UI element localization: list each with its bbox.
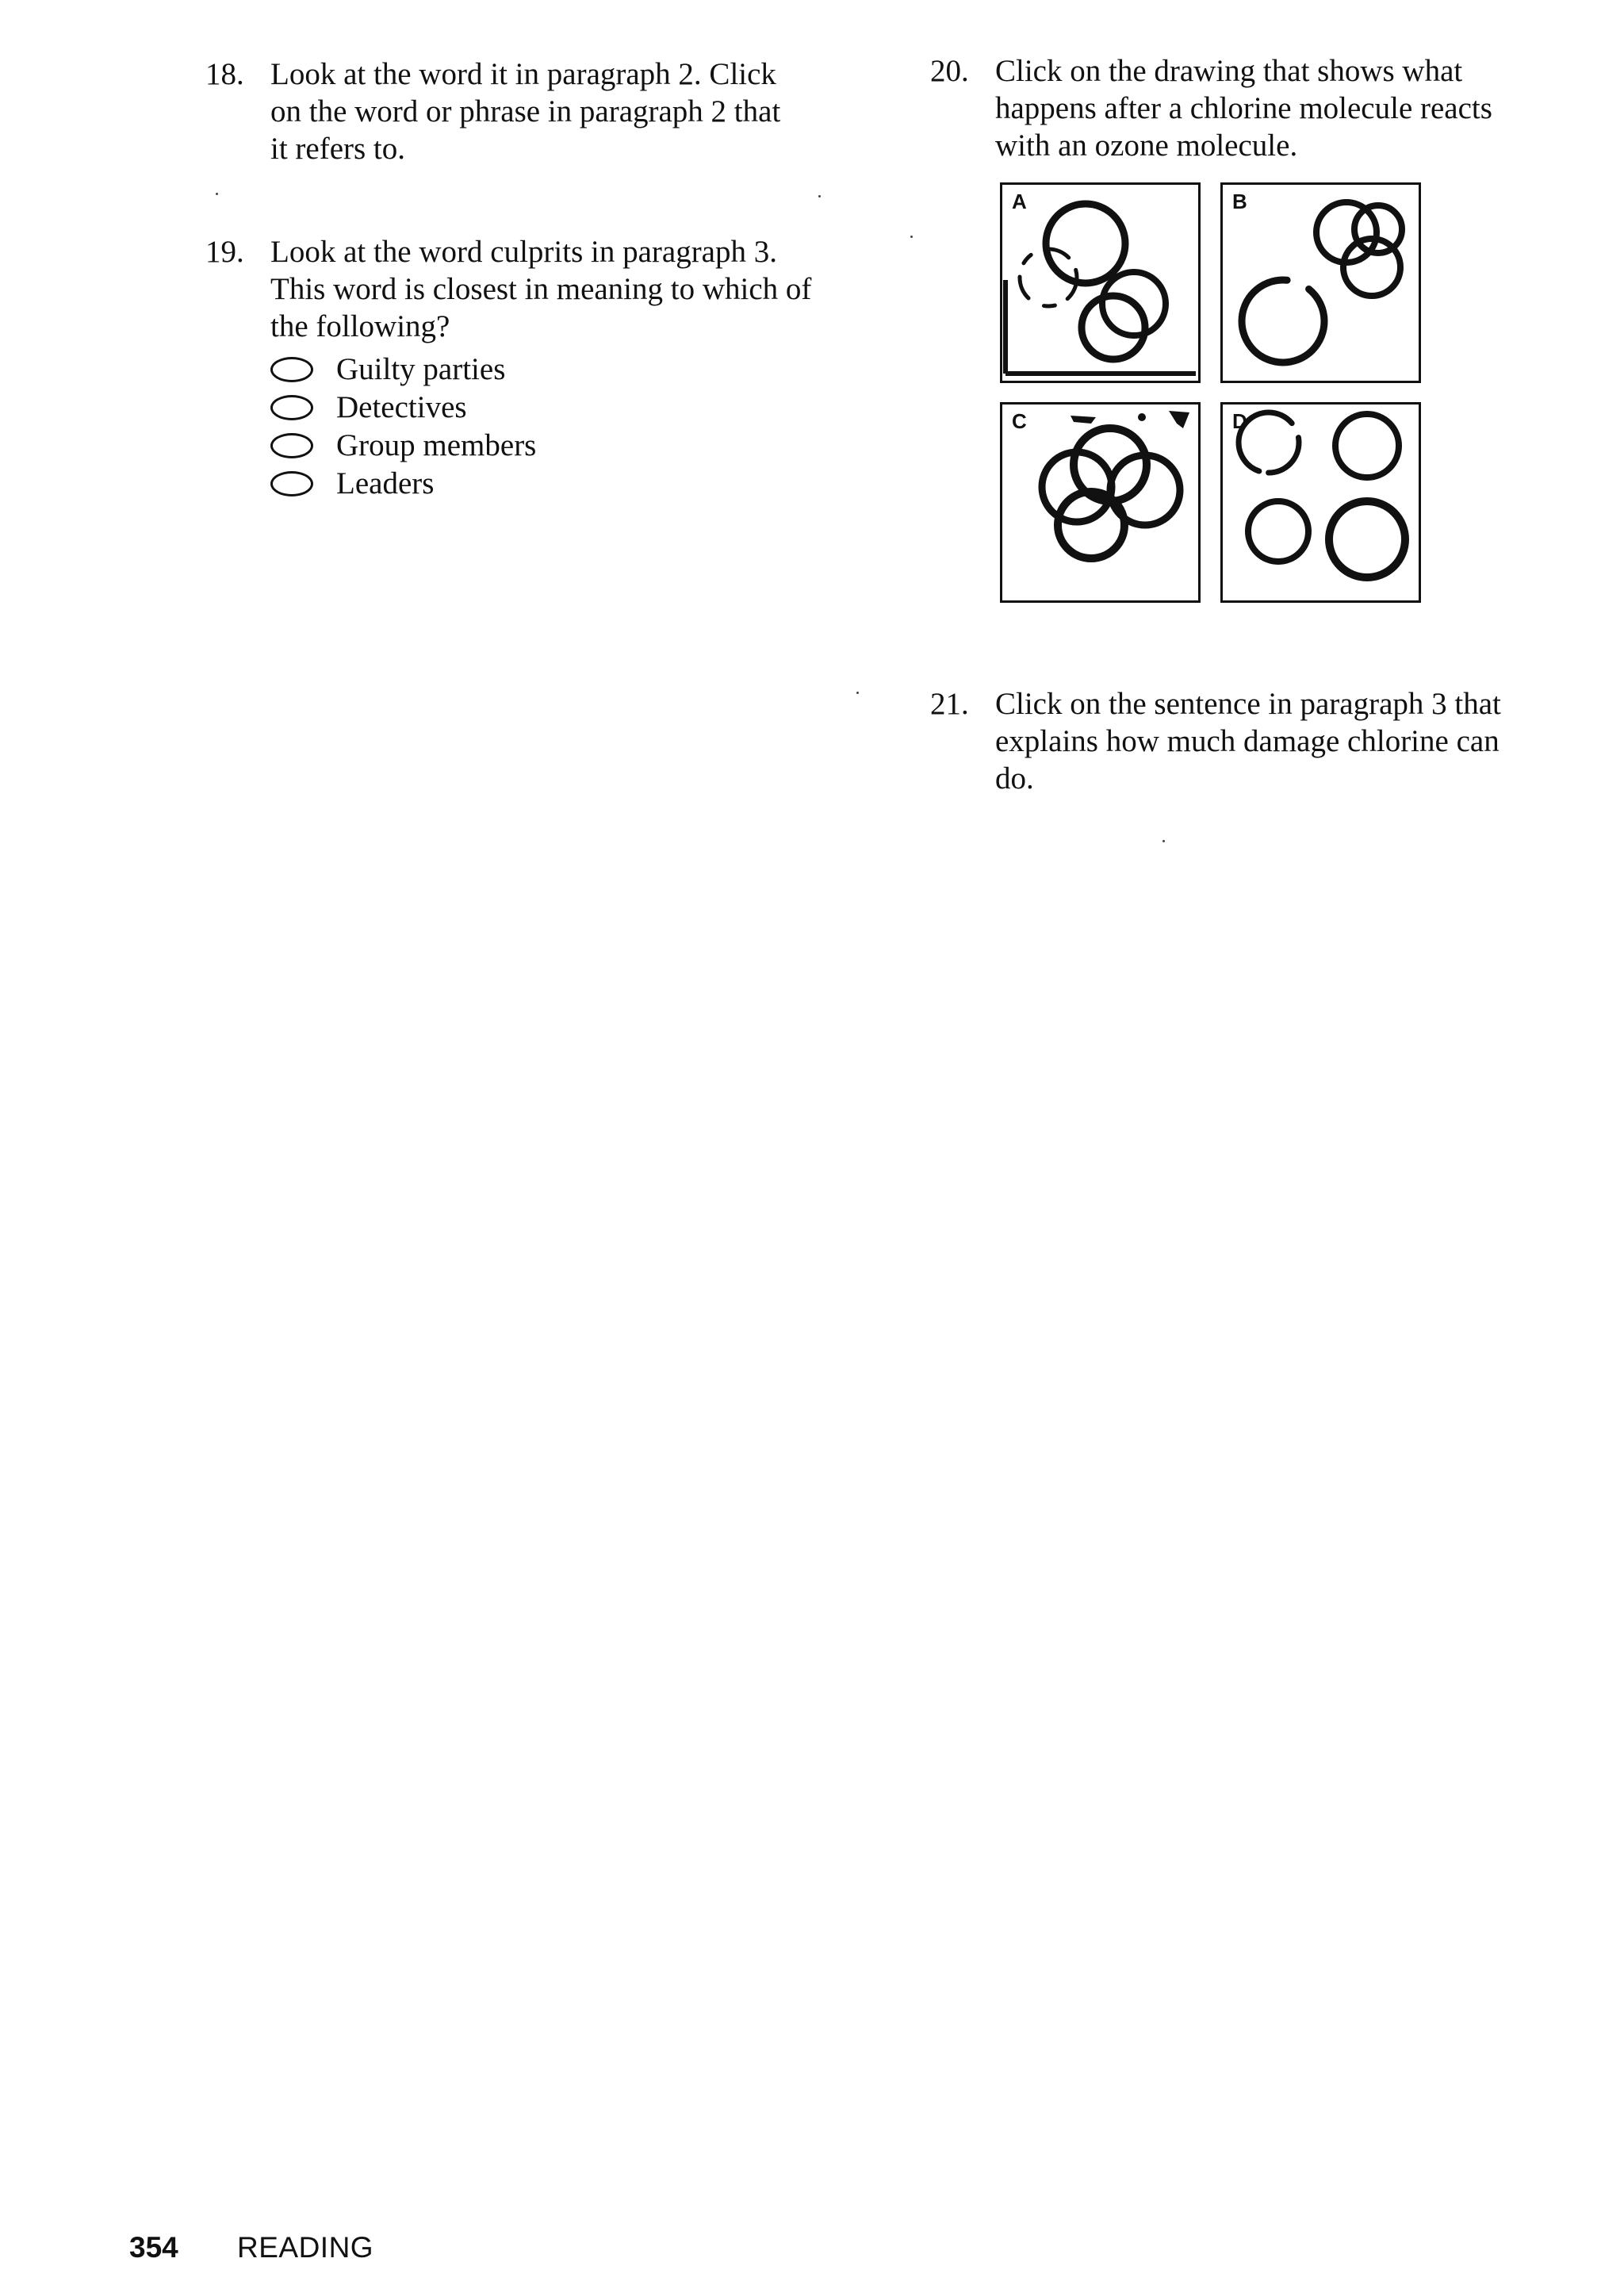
prompt-line: Look at the word it in paragraph 2. Click	[270, 57, 776, 91]
drawing-letter: C	[1012, 409, 1027, 433]
answer-options	[270, 351, 536, 503]
section-title: READING	[237, 2231, 374, 2264]
scan-speck	[818, 195, 821, 197]
molecule-circles-icon	[1223, 405, 1419, 600]
question-number: 21.	[930, 687, 969, 721]
question-number: 20.	[930, 54, 969, 88]
prompt-line: with an ozone molecule.	[995, 128, 1298, 163]
question-prompt	[995, 52, 1492, 164]
question-prompt	[270, 56, 780, 167]
prompt-line: Click on the sentence in paragraph 3 that	[995, 687, 1501, 721]
scan-speck	[910, 236, 913, 238]
answer-option-group-members[interactable]	[270, 427, 536, 465]
drawing-option-c[interactable]	[1000, 402, 1201, 603]
prompt-line: This word is closest in meaning to which of	[270, 272, 812, 306]
prompt-line: the following?	[270, 309, 450, 343]
answer-option-guilty-parties[interactable]	[270, 351, 536, 389]
option-label: Guilty parties	[336, 352, 506, 386]
prompt-line: it refers to.	[270, 132, 406, 166]
molecule-circles-icon	[1223, 185, 1419, 381]
scan-speck	[856, 692, 859, 694]
prompt-line: on the word or phrase in paragraph 2 that	[270, 94, 781, 128]
answer-option-detectives[interactable]	[270, 389, 536, 427]
molecule-circles-icon	[1002, 405, 1198, 600]
radio-oval-icon[interactable]	[270, 357, 313, 382]
page-number: 354	[129, 2231, 178, 2264]
prompt-line: happens after a chlorine molecule reacts	[995, 91, 1492, 125]
drawing-option-a[interactable]	[1000, 182, 1201, 383]
drawing-letter: D	[1232, 409, 1247, 433]
prompt-line: Look at the word culprits in paragraph 3.	[270, 235, 777, 269]
drawing-letter: B	[1232, 190, 1247, 213]
prompt-line: explains how much damage chlorine can	[995, 724, 1500, 758]
drawing-choices	[1000, 179, 1428, 608]
prompt-line: Click on the drawing that shows what	[995, 54, 1463, 88]
question-number: 19.	[205, 235, 244, 269]
drawing-letter: A	[1012, 190, 1027, 213]
radio-oval-icon[interactable]	[270, 395, 313, 420]
radio-oval-icon[interactable]	[270, 471, 313, 497]
question-number: 18.	[205, 57, 244, 91]
option-label: Detectives	[336, 390, 467, 424]
scan-speck	[216, 193, 218, 195]
option-label: Group members	[336, 428, 537, 462]
drawing-option-b[interactable]	[1220, 182, 1421, 383]
question-prompt	[995, 685, 1501, 797]
radio-oval-icon[interactable]	[270, 433, 313, 458]
question-prompt	[270, 233, 811, 345]
option-label: Leaders	[336, 466, 435, 500]
prompt-line: do.	[995, 761, 1034, 796]
answer-option-leaders[interactable]	[270, 465, 536, 503]
scan-speck	[1162, 840, 1165, 842]
molecule-circles-icon	[1002, 185, 1198, 381]
drawing-option-d[interactable]	[1220, 402, 1421, 603]
